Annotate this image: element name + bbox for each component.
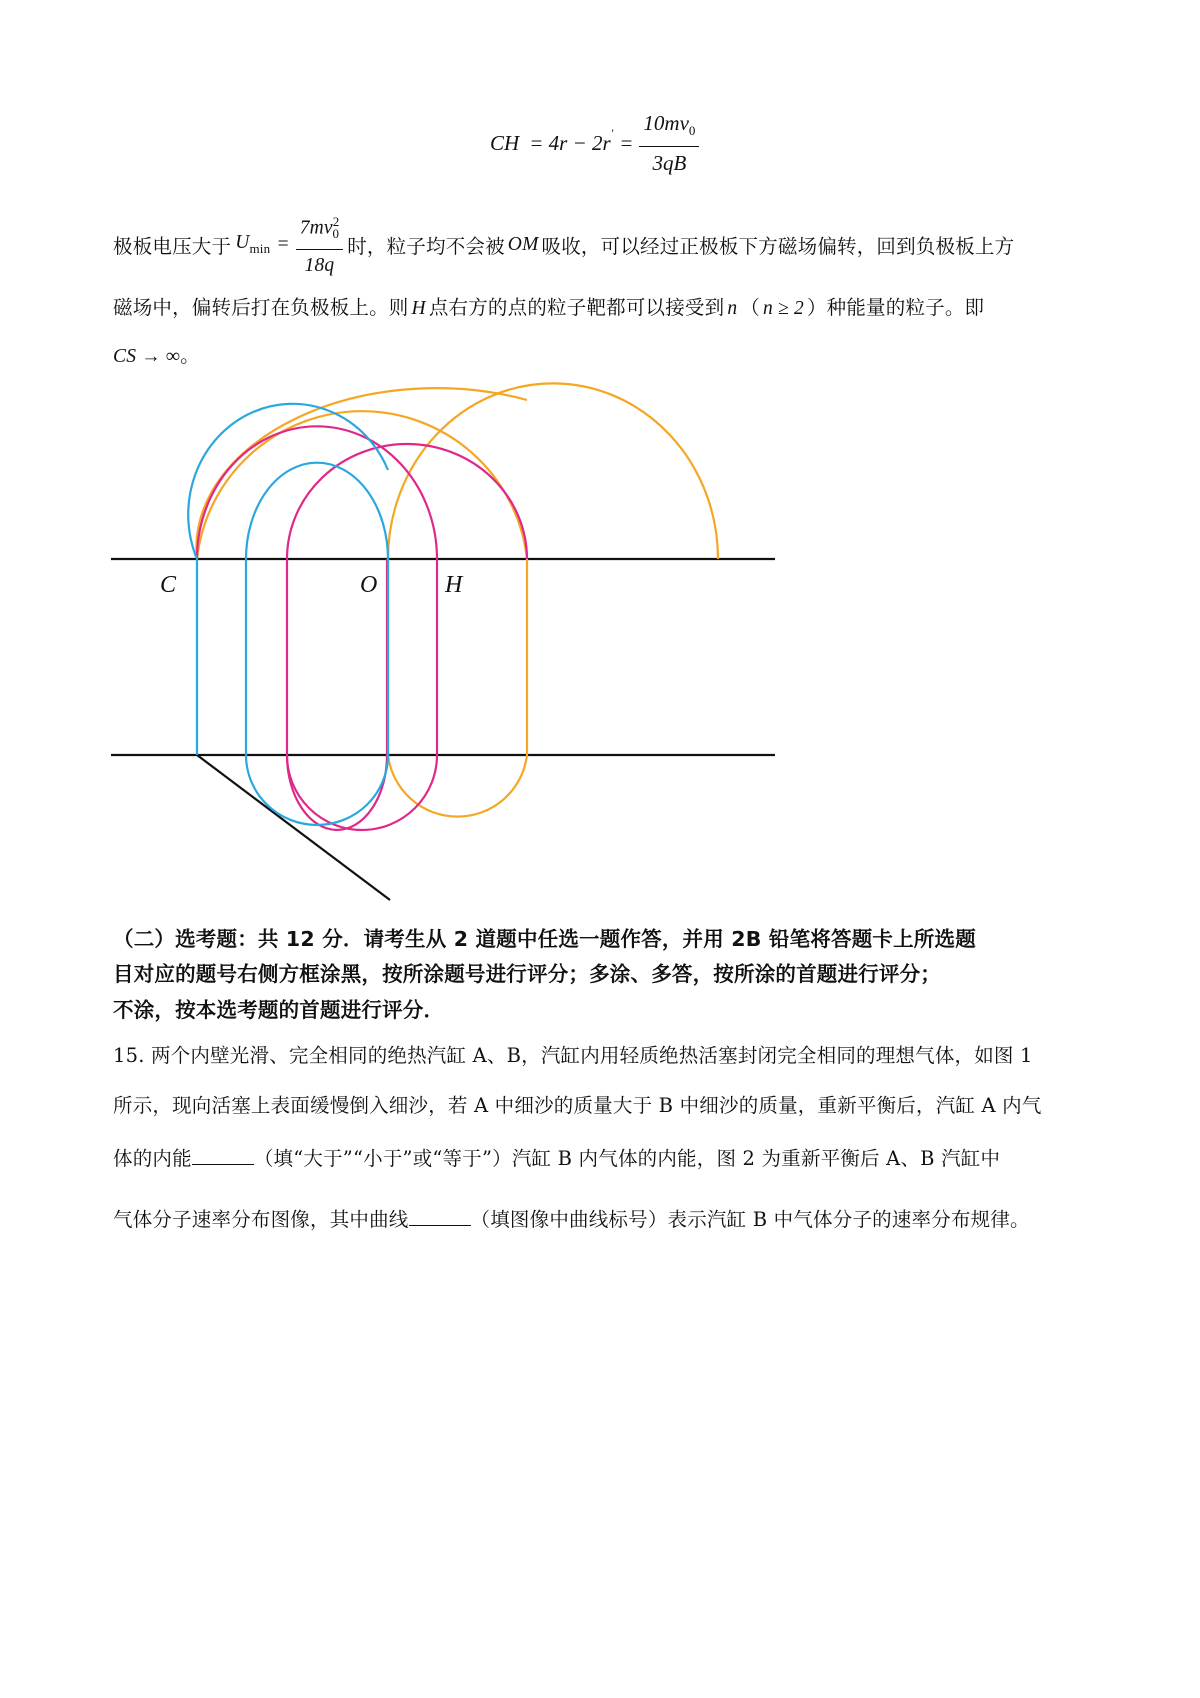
answer-blank-2[interactable] [409, 1207, 471, 1226]
eq-ch-equals: = [619, 131, 634, 156]
answer-blank-1[interactable] [192, 1146, 254, 1165]
label-h: H [445, 572, 463, 598]
eq-ch-expr: = 4r − 2r [529, 131, 611, 156]
slanted-plate-om [197, 755, 390, 900]
section-header-line2: 目对应的题号右侧方框涂黑，按所涂题号进行评分；多涂、多答，按所涂的首题进行评分； [113, 962, 941, 986]
label-c: C [160, 572, 177, 598]
voltage-fraction: $\frac{7mv^2_0}{18q}$ [296, 207, 344, 282]
q15-line1: 15. 两个内壁光滑、完全相同的绝热汽缸 A、B，汽缸内用轻质绝热活塞封闭完全相同的理想气体，如图 1 [113, 1044, 1033, 1067]
label-o: O [360, 572, 378, 598]
magenta-inner [287, 559, 437, 830]
q15-line2: 所示，现向活塞上表面缓慢倒入细沙，若 A 中细沙的质量大于 B 中细沙的质量，重新平衡后，汽缸 A 内气 [113, 1094, 1042, 1117]
q15-line4: 气体分子速率分布图像，其中曲线 （填图像中曲线标号）表示汽缸 B 中气体分子的速率分布规律。 [113, 1208, 1030, 1231]
eq-ch-prime: ′ [610, 126, 614, 141]
eq-ch-lhs: CH [490, 131, 520, 156]
section-header-line1: （二）选考题：共 12 分．请考生从 2 道题中任选一题作答，并用 2B 铅笔将答题卡上所选题 [113, 927, 976, 951]
para-voltage: 极板电压大于 $U_{min}$ = $\frac{7mv^2_0}{18q}$ 时，粒子均不会被 OM 吸收，可以经过正极板下方磁场偏转，回到负极板上方 [113, 207, 1014, 282]
eq-ch-num: 10mv [643, 111, 689, 135]
section-header-line3: 不涂，按本选考题的首题进行评分． [113, 998, 445, 1022]
para-line2: 磁场中，偏转后打在负极板上。则 H 点右方的点的粒子靶都可以接受到 n （ n ≥ 2 ）种能量的粒子。即 [113, 296, 985, 319]
magenta-racetrack [287, 444, 527, 830]
eq-ch-den: 3qB [652, 151, 687, 176]
orange-right-semicircle [388, 383, 718, 559]
para-line3: CS → ∞。 [113, 344, 200, 367]
q15-line3: 体的内能 （填“大于”“小于”或“等于”）汽缸 B 内气体的内能，图 2 为重新平衡后 A、B 汽缸中 [113, 1147, 1001, 1170]
orange-large-semicircle [196, 388, 527, 559]
eq-ch-fraction: $\frac{10mv_0}{3qB}$ [639, 108, 699, 179]
